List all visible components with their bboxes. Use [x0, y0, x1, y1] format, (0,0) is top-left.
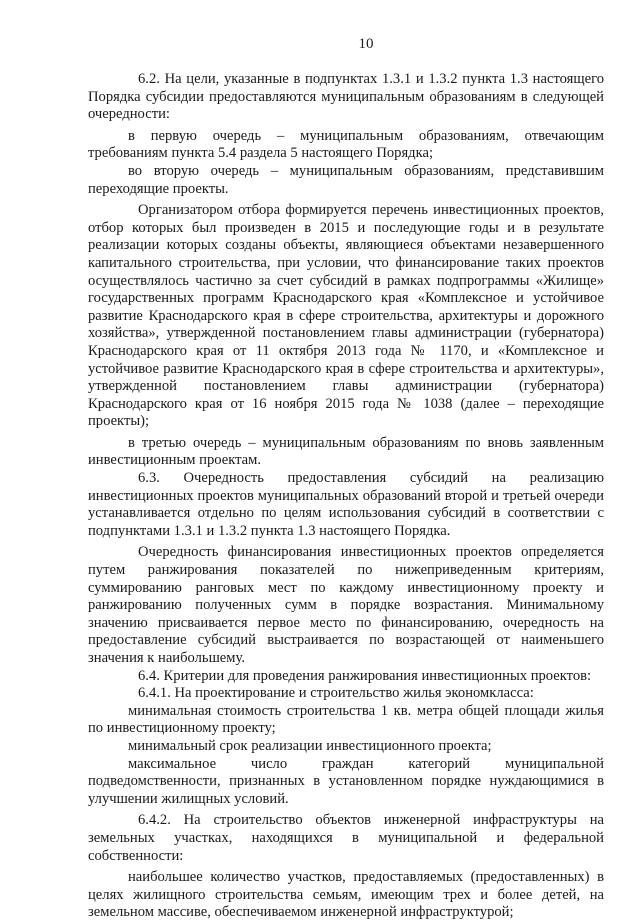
paragraph-largest-plots: наибольшее количество участков, предоставляемых (предоставленных) в целях жилищного строительства семьям, имеющим трех и более детей, на земельном массиве, обеспечиваемом инженерной инфраструктурой; — [88, 869, 604, 921]
paragraph-6-4-1: 6.4.1. На проектирование и строительство жилья экономкласса: — [138, 685, 534, 702]
paragraph-max-citizens: максимальное число граждан категорий муниципальной подведомственности, признанных в установленном порядке нуждающимися в улучшении жилищных условий. — [88, 755, 604, 807]
paragraph-second-priority: во вторую очередь – муниципальным образованиям, представившим переходящие проекты. — [88, 162, 604, 197]
paragraph-6-4: 6.4. Критерии для проведения ранжирования инвестиционных проектов: — [138, 667, 592, 684]
paragraph-6-4-2: 6.4.2. На строительство объектов инженерной инфраструктуры на земельных участках, находящихся в муниципальной и федеральной собственности: — [88, 812, 604, 864]
paragraph-min-term: минимальный срок реализации инвестиционного проекта; — [128, 737, 492, 754]
paragraph-financing-order: Очередность финансирования инвестиционных проектов определяется путем ранжирования показателей по нижеприведенным критериям, суммированию ранговых мест по каждому инвестиционному проекту и ранжированию полученных сумм в порядке возрастания. Минимальному значению присваивается первое место по финансированию, очередность на предоставление субсидий выстраивается по возрастающей от наименьшего значения к наибольшему. — [88, 544, 604, 666]
paragraph-first-priority: в первую очередь – муниципальным образованиям, отвечающим требованиям пункта 5.4 раздела 5 настоящего Порядка; — [88, 127, 604, 162]
paragraph-third-priority: в третью очередь – муниципальным образованиям по вновь заявленным инвестиционным проектам. — [88, 434, 604, 469]
paragraph-6-3: 6.3. Очередность предоставления субсидий на реализацию инвестиционных проектов муниципальных образований второй и третьей очереди устанавливается отдельно по целям использования субсидий в соответствии с подпунктами 1.3.1 и 1.3.2 пункта 1.3 настоящего Порядка. — [88, 470, 604, 539]
paragraph-6-2: 6.2. На цели, указанные в подпунктах 1.3.1 и 1.3.2 пункта 1.3 настоящего Порядка субсидии предоставляются муниципальным образованиям в следующей очередности: — [88, 71, 604, 123]
paragraph-min-cost: минимальная стоимость строительства 1 кв. метра общей площади жилья по инвестиционному проекту; — [88, 702, 604, 737]
paragraph-transitional-projects: Организатором отбора формируется перечень инвестиционных проектов, отбор которых был произведен в 2015 и последующие годы и в результате реализации которых созданы объекты, являющиеся объектами незавершенного капитального строительства, при условии, что финансирование таких проектов осуществлялось частично за счет субсидий в рамках подпрограммы «Жилище» государственных программ Краснодарского края «Комплексное и устойчивое развитие Краснодарского края в сфере строительства, архитектуры и дорожного хозяйства», утвержденной постановлением главы администрации (губернатора) Краснодарского края от 11 октября 2013 года № 1170, и «Комплексное и устойчивое развитие Краснодарского края в сфере строительства и архитектуры», утвержденной постановлением главы администрации (губернатора) Краснодарского края от 16 ноября 2015 года № 1038 (далее – переходящие проекты); — [88, 202, 604, 430]
page-number: 10 — [358, 36, 374, 52]
